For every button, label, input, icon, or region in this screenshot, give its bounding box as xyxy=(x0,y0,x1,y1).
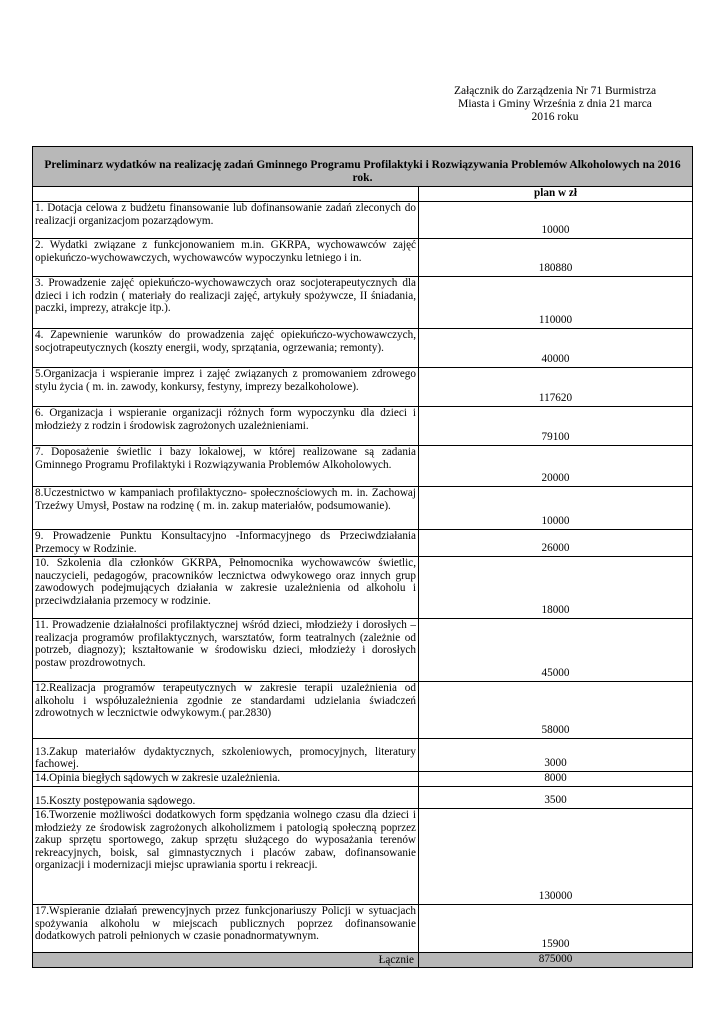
table-row xyxy=(33,809,693,905)
row-amount: 45000 xyxy=(419,619,693,682)
row-description: 9. Prowadzenie Punktu Konsultacyjno -Informacyjnego ds Przeciwdziałania Przemocy w Rodzinie. xyxy=(33,530,419,557)
row-description: 1. Dotacja celowa z budżetu finansowanie lub dofinansowanie zadań zleconych do realizacji organizacjom pozarządowym. xyxy=(33,202,419,239)
table-row xyxy=(33,446,693,487)
table-row xyxy=(33,487,693,530)
row-amount: 58000 xyxy=(419,682,693,739)
row-amount: 3500 xyxy=(419,787,693,809)
budget-table xyxy=(32,146,693,968)
row-amount: 10000 xyxy=(419,487,693,530)
row-description: 17.Wspieranie działań prewencyjnych przez funkcjonariuszy Policji w sytuacjach spożywania alkoholu w miejscach publicznych poprzez dofinansowanie dodatkowych patroli pełnionych w czasie ponadnormatywnym. xyxy=(33,905,419,953)
row-description: 13.Zakup materiałów dydaktycznych, szkoleniowych, promocyjnych, literatury fachowej. xyxy=(33,739,419,772)
row-amount: 18000 xyxy=(419,557,693,619)
table-header-row xyxy=(33,187,693,202)
annex-line-2: Miasta i Gminy Września z dnia 21 marca xyxy=(458,98,652,110)
table-row xyxy=(33,772,693,787)
row-amount: 117620 xyxy=(419,368,693,407)
table-row xyxy=(33,530,693,557)
table-title-row xyxy=(33,147,693,187)
row-amount: 180880 xyxy=(419,239,693,277)
amount-header: plan w zł xyxy=(419,187,693,202)
total-row xyxy=(33,953,693,968)
row-description: 11. Prowadzenie działalności profilaktycznej wśród dzieci, młodzieży i dorosłych – realizacja programów profilaktycznych, warsztatów, form teatralnych (zależnie od potrzeb, diagnozy); kształtowanie w środowisku dzieci, młodzieży i dorosłych postaw prozdrowotnych. xyxy=(33,619,419,682)
row-amount: 110000 xyxy=(419,277,693,329)
table-row xyxy=(33,329,693,368)
row-amount: 26000 xyxy=(419,530,693,557)
table-row xyxy=(33,905,693,953)
row-amount: 10000 xyxy=(419,202,693,239)
table-row xyxy=(33,202,693,239)
table-row xyxy=(33,407,693,446)
table-row xyxy=(33,619,693,682)
row-description: 6. Organizacja i wspieranie organizacji różnych form wypoczynku dla dzieci i młodzieży z rodzin i środowisk zagrożonych uzależnieniami. xyxy=(33,407,419,446)
row-amount: 79100 xyxy=(419,407,693,446)
table-row xyxy=(33,239,693,277)
row-description: 2. Wydatki związane z funkcjonowaniem m.in. GKRPA, wychowawców zajęć opiekuńczo-wychowawczych, wychowawców wypoczynku letniego i in. xyxy=(33,239,419,277)
table-row xyxy=(33,739,693,772)
row-description: 14.Opinia biegłych sądowych w zakresie uzależnienia. xyxy=(33,772,419,787)
row-description: 12.Realizacja programów terapeutycznych w zakresie terapii uzależnienia od alkoholu i współuzależnienia zgodnie ze standardami udzielania świadczeń zdrowotnych w lecznictwie odwykowym.( par.2830) xyxy=(33,682,419,739)
table-row xyxy=(33,787,693,809)
total-amount: 875000 xyxy=(419,953,693,968)
row-description: 7. Doposażenie świetlic i bazy lokalowej, w której realizowane są zadania Gminnego Programu Profilaktyki i Rozwiązywania Problemów Alkoholowych. xyxy=(33,446,419,487)
table-title: Preliminarz wydatków na realizację zadań Gminnego Programu Profilaktyki i Rozwiązywania Problemów Alkoholowych na 2016 rok. xyxy=(33,147,693,187)
table-row xyxy=(33,682,693,739)
row-amount: 15900 xyxy=(419,905,693,953)
row-amount: 20000 xyxy=(419,446,693,487)
row-amount: 40000 xyxy=(419,329,693,368)
table-row xyxy=(33,277,693,329)
total-label: Łącznie xyxy=(33,953,419,968)
annex-note xyxy=(430,85,680,124)
row-description: 3. Prowadzenie zajęć opiekuńczo-wychowawczych oraz socjoterapeutycznych dla dzieci i ich rodzin ( materiały do realizacji zajęć, artykuły spożywcze, II śniadania, paczki, imprezy, atrakcje itp.). xyxy=(33,277,419,329)
row-amount: 3000 xyxy=(419,739,693,772)
annex-line-1: Załącznik do Zarządzenia Nr 71 Burmistrza xyxy=(453,85,657,97)
row-description: 5.Organizacja i wspieranie imprez i zajęć związanych z promowaniem zdrowego stylu życia ( m. in. zawody, konkursy, festyny, imprezy bezalkoholowe). xyxy=(33,368,419,407)
row-description: 10. Szkolenia dla członków GKRPA, Pełnomocnika wychowawców świetlic, nauczycieli, pedagogów, pracowników lecznictwa odwykowego oraz innych grup zawodowych podejmujących działania w zakresie uzależnienia od alkoholu i przeciwdziałania przemocy w rodzinie. xyxy=(33,557,419,619)
table-row xyxy=(33,557,693,619)
row-description: 15.Koszty postępowania sądowego. xyxy=(33,787,419,809)
row-description: 16.Tworzenie możliwości dodatkowych form spędzania wolnego czasu dla dzieci i młodzieży ze środowisk zagrożonych alkoholizmem i patologią społeczną poprzez zakup sprzętu sportowego, zakup sprzętu służącego do wyposażania terenów rekreacyjnych, boisk, sal gimnastycznych i placów zabaw, dofinansowanie organizacji i modernizacji miejsc uprawiania sportu i rekreacji. xyxy=(33,809,419,905)
table-row xyxy=(33,368,693,407)
row-amount: 130000 xyxy=(419,809,693,905)
row-description: 8.Uczestnictwo w kampaniach profilaktyczno- społecznościowych m. in. Zachowaj Trzeźwy Umysł, Postaw na rodzinę ( m. in. zakup materiałów, podsumowanie). xyxy=(33,487,419,530)
annex-line-3: 2016 roku xyxy=(531,111,579,123)
row-description: 4. Zapewnienie warunków do prowadzenia zajęć opiekuńczo-wychowawczych, socjotrapeutycznych (koszty energii, wody, sprzątania, ogrzewania; remonty). xyxy=(33,329,419,368)
header-desc-cell xyxy=(33,187,419,202)
row-amount: 8000 xyxy=(419,772,693,787)
